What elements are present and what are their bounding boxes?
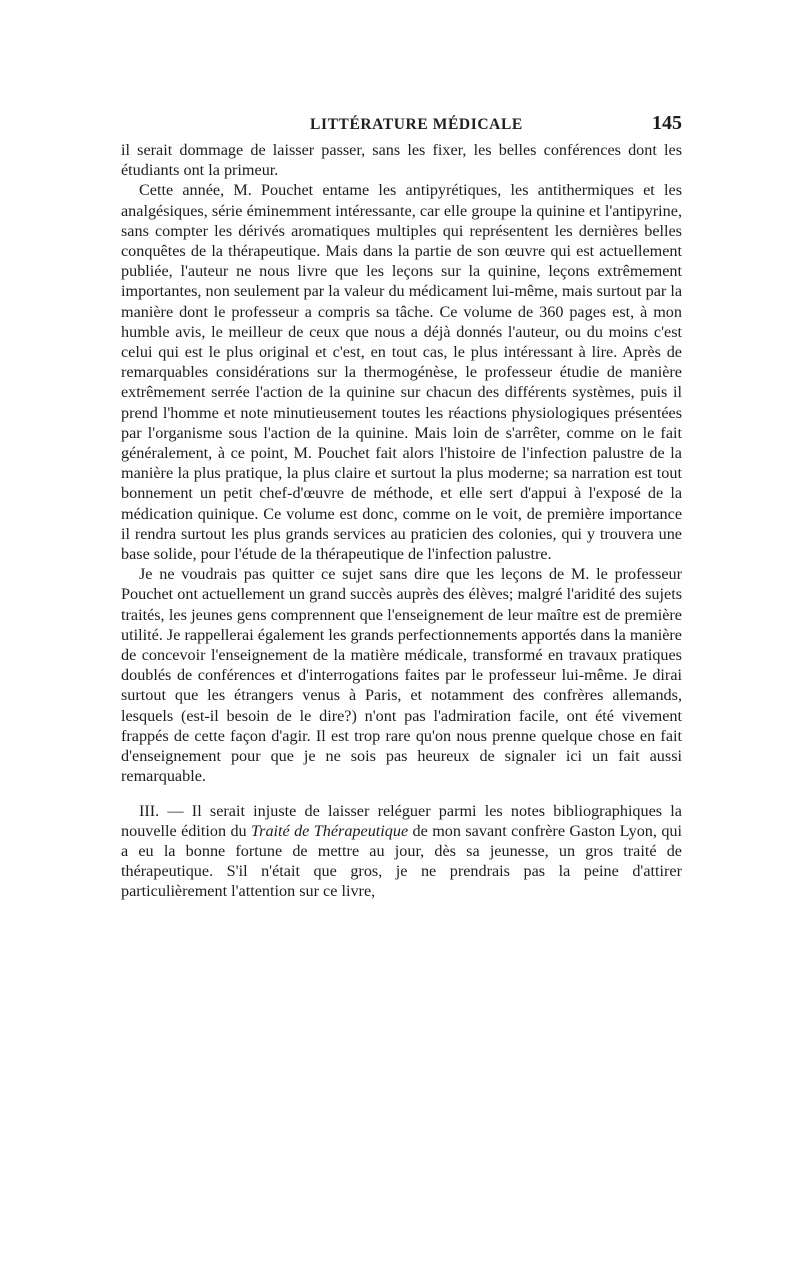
paragraph-section-iii <box>121 801 682 902</box>
book-title: Traité de Thérapeutique <box>251 821 409 840</box>
paragraph-pouchet-teaching: Je ne voudrais pas quitter ce sujet sans dire que les leçons de M. le professeur Pouchet ont actuellement un grand succès auprès des élèves; malgré l'aridité des sujets traités, les jeunes gens comprennent que l'enseignement de leur maître est de première utilité. Je rappellerai également les grands perfectionnements apportés dans la manière de concevoir l'enseignement de la matière médicale, transformé en travaux pratiques doublés de conférences et d'interrogations faites par le professeur lui-même. Je dirai surtout que les étrangers venus à Paris, et notamment des confrères allemands, lesquels (est-il besoin de le dire?) n'ont pas l'admiration facile, ont été vivement frappés de cette façon d'agir. Il est trop rare qu'on nous prenne quelque chose en fait d'enseignement pour que je ne sois pas heureux de signaler ici un fait aussi remarquable. <box>121 565 682 786</box>
paragraph-pouchet-quinine: Cette année, M. Pouchet entame les antipyrétiques, les antithermiques et les analgésiques, série éminemment intéressante, car elle groupe la quinine et l'antipyrine, sans compter les dérivés aromatiques multiples qui représentent les dernières belles conquêtes de la thérapeutique. Mais dans la partie de son œuvre qui est actuellement publiée, l'auteur ne nous livre que les leçons sur la quinine, leçons extrêmement importantes, non seulement par la valeur du médicament lui-même, mais surtout par la manière dont le professeur a compris sa tâche. Ce volume de 360 pages est, à mon humble avis, le meilleur de ceux que nous a déjà donnés l'auteur, ou du moins c'est celui qui est le plus original et c'est, en tout cas, le plus intéressant à lire. Après de remarquables considérations sur la thermogénèse, le professeur étudie de manière extrêmement serrée l'action de la quinine sur chacun des différents systèmes, puis il prend l'homme et note minutieusement toutes les réactions physiologiques présentées par l'organisme sous l'action de la quinine. Mais loin de s'arrêter, comme on le fait généralement, à ce point, M. Pouchet fait alors l'histoire de l'infection palustre de la manière la plus pratique, la plus claire et surtout la plus moderne; sa narration est tout bonnement un petit chef-d'œuvre de méthode, et elle sert d'appui à l'exposé de la médication quinique. Ce volume est donc, comme on le voit, de première importance il rendra surtout les plus grands services au praticien des colonies, qui y trouvera une base solide, pour l'étude de la thérapeutique de l'infection palustre. <box>121 181 682 564</box>
page-header <box>121 110 682 140</box>
page-number: 145 <box>652 112 682 134</box>
section-iii-text-end: de mon savant confrère Gaston Lyon, qui a eu la bonne fortune de mettre au jour, dès sa jeunesse, un gros traité de thérapeutique. S'il n'était que gros, je ne prendrais pas la peine d'attirer particulièrement l'attention sur ce livre, <box>121 821 683 901</box>
paragraph-continuation: il serait dommage de laisser passer, sans les fixer, les belles conférences dont les étudiants ont la primeur. <box>121 141 682 180</box>
document-page <box>121 110 682 902</box>
section-iii-text-start: III. — Il serait injuste de laisser reléguer parmi les notes bibliographiques la nouvelle édition du <box>121 801 682 840</box>
running-title: LITTÉRATURE MÉDICALE <box>310 116 523 133</box>
body-text <box>121 140 682 902</box>
